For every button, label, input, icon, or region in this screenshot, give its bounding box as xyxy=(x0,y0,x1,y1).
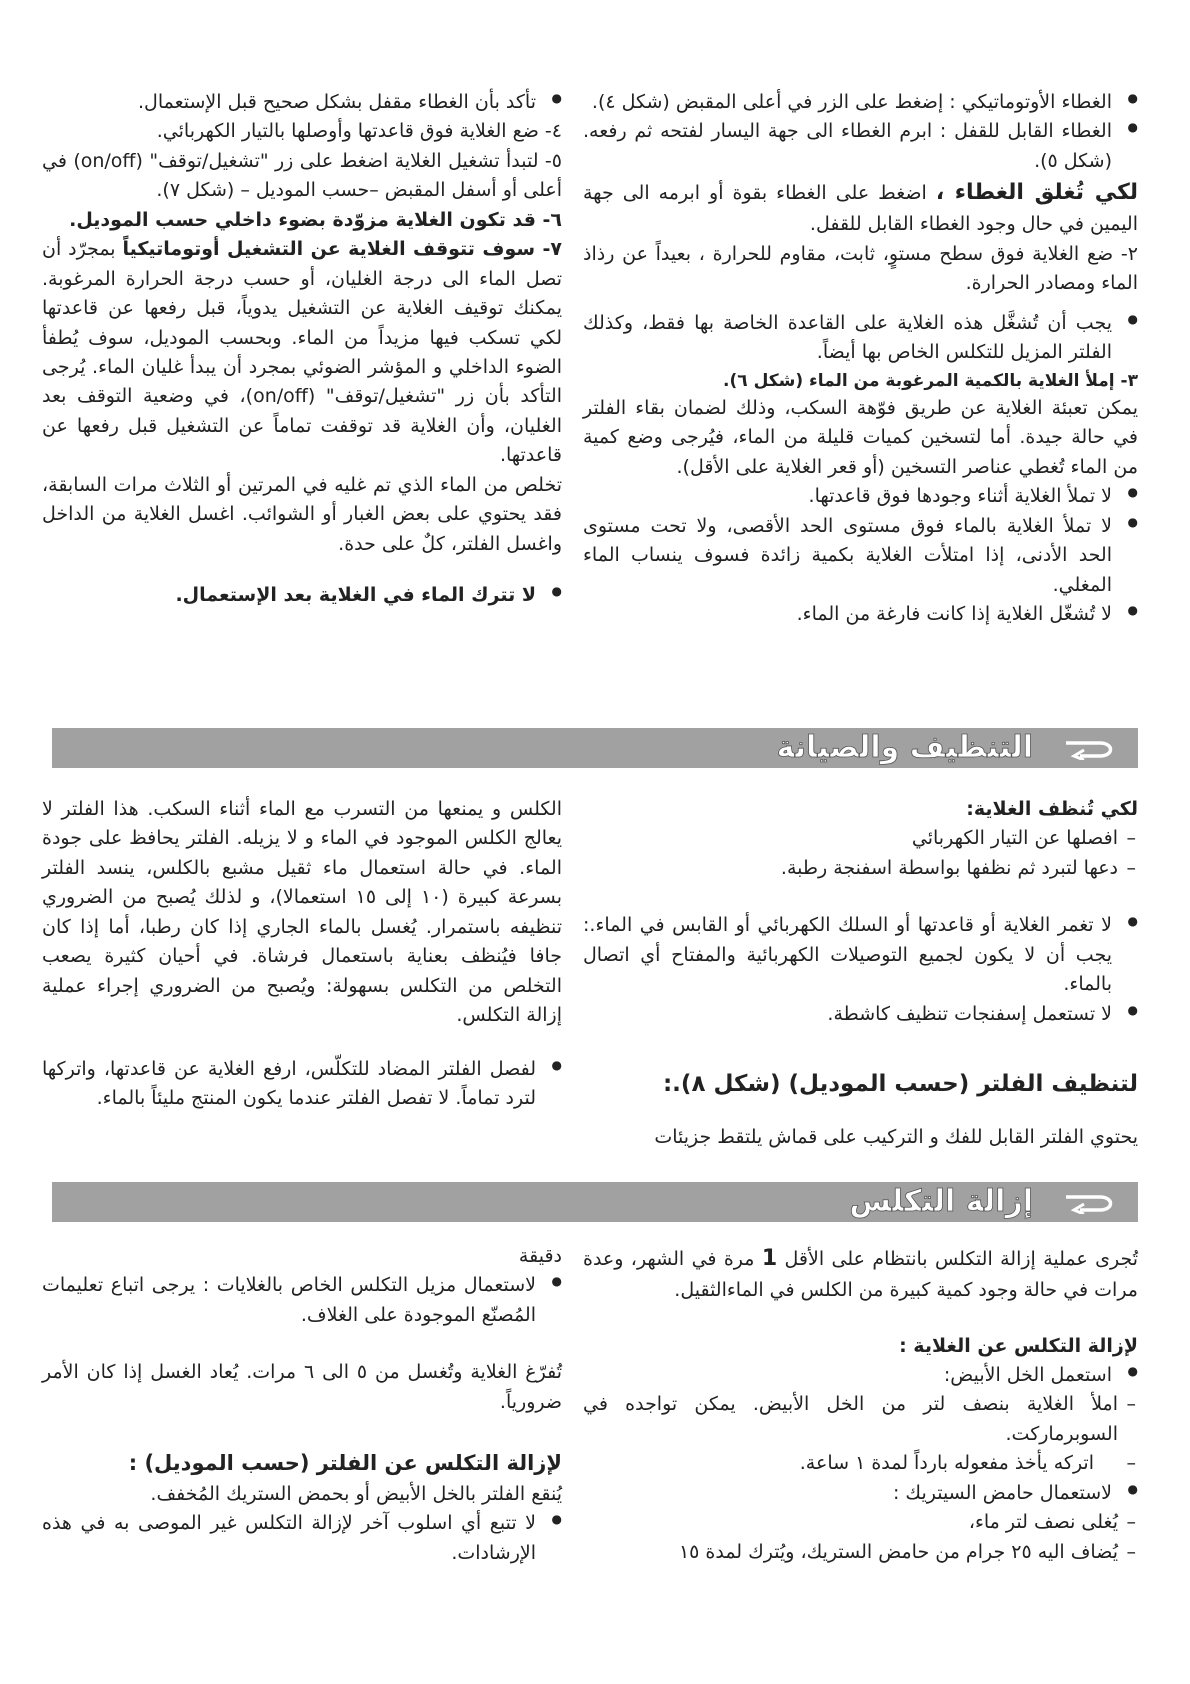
descaling-left-column xyxy=(42,1242,562,1568)
step-6: ٦- قد تكون الغلاية مزوّدة بضوء داخلي حسب الموديل. xyxy=(69,208,562,231)
step-5: ٥- لتبدأ تشغيل الغلاية اضغط على زر "تشغيل/توقف" (on/off) في أعلى أو أسفل المقبض –حسب الموديل – (شكل ٧). xyxy=(42,149,562,202)
subheading: لإزالة التكلس عن الفلتر (حسب الموديل) : xyxy=(128,1451,562,1476)
list-item: ● لا تستعمل إسفنجات تنظيف كاشطة. xyxy=(583,1000,1138,1029)
paragraph: تخلص من الماء الذي تم غليه في المرتين أو الثلاث مرات السابقة، فقد يحتوي على بعض الغبار أو الشوائب. اغسل الغلاية من الداخل واغسل الفلتر، كلٌ على حدة. xyxy=(42,473,562,555)
paragraph: دقيقة xyxy=(518,1245,562,1267)
paragraph: يمكن تعبئة الغلاية عن طريق فوّهة السكب، وذلك لضمان بقاء الفلتر في حالة جيدة. أما لتسخين كميات قليلة من الماء، فيُرجى وضع كمية من الماء تُغطي عناصر التسخين (أو قعر الغلاية على الأقل). xyxy=(583,396,1138,478)
section-title: التنظيف والصيانة xyxy=(776,730,1033,765)
dash-item: – افصلها عن التيار الكهربائي xyxy=(583,824,1138,853)
list-item: ● تأكد بأن الغطاء مقفل بشكل صحيح قبل الإستعمال. xyxy=(42,88,562,117)
paragraph: يحتوي الفلتر القابل للفك و التركيب على قماش يلتقط جزيئات xyxy=(654,1125,1138,1148)
top-left-column xyxy=(42,88,562,610)
subheading: لكي تُنظف الغلاية: xyxy=(966,798,1138,820)
list-item: ● لاستعمال مزيل التكلس الخاص بالغلايات : يرجى اتباع تعليمات المُصنّع الموجودة على الغلاف. xyxy=(42,1271,562,1330)
cleaning-right-column xyxy=(583,795,1138,1152)
list-item: ● لا تترك الماء في الغلاية بعد الإستعمال. xyxy=(42,581,562,610)
paragraph: الكلس و يمنعها من التسرب مع الماء أثناء السكب. هذا الفلتر لا يعالج الكلس الموجود في الماء و لا يزيله. الفلتر يحافظ على جودة الماء. في حالة استعمال ماء ثقيل مشبع بالكلس، ينسد الفلتر بسرعة كبيرة (١٠ إلى ١٥ استعمالا)، و لذلك يُصبح من الضروري تنظيفه باستمرار. يُغسل بالماء الجاري إذا كان رطبا، أما إذا كان جافا فيُنظف بعناية باستعمال فرشاة. في أحيان كثيرة يصعب التخلص من التكلس بسهولة: ويُصبح من الضروري إجراء عملية إزالة التكلس. xyxy=(42,798,562,1027)
dash-item: – املأ الغلاية بنصف لتر من الخل الأبيض. يمكن تواجده في السوبرماركت. xyxy=(583,1390,1138,1449)
list-item: ● لا تتبع أي اسلوب آخر لإزالة التكلس غير الموصى به في هذه الإرشادات. xyxy=(42,1509,562,1568)
subheading: لتنظيف الفلتر (حسب الموديل) (شكل ٨).: xyxy=(662,1071,1138,1098)
dash-item: – يُضاف اليه ٢٥ جرام من حامض الستريك، ويُترك لمدة ١٥ xyxy=(583,1538,1138,1567)
step-7: ٧- سوف تتوقف الغلاية عن التشغيل أوتوماتيكياً بمجرّد أن تصل الماء الى درجة الغليان، أو حسب درجة الحرارة المرغوبة. يمكنك توقيف الغلاية عن التشغيل يدوياً، قبل رفعها عن قاعدتها لكي تسكب فيها مزيداً من الماء. وبحسب الموديل، سوف يُطفأ الضوء الداخلي و المؤشر الضوئي بمجرد أن يبدأ غليان الماء. يُرجى التأكد بأن زر "تشغيل/توقف" (on/off)، في وضعية التوقف بعد الغليان، وأن الغلاية قد توقفت تماماً عن التشغيل قبل رفعها عن قاعدتها. xyxy=(42,238,562,467)
list-item: ● لاستعمال حامض السيتريك : xyxy=(583,1479,1138,1508)
dash-item: – اتركه يأخذ مفعوله بارداً لمدة ١ ساعة. xyxy=(583,1449,1138,1478)
paragraph: لكي تُغلق الغطاء ، اضغط على الغطاء بقوة أو ابرمه الى جهة اليمين في حال وجود الغطاء القابل للقفل. xyxy=(583,180,1139,236)
cleaning-left-column xyxy=(42,795,562,1113)
list-item: ● يجب أن تُشغَّل هذه الغلاية على القاعدة الخاصة بها فقط، وكذلك الفلتر المزيل للتكلس الخاص بها أيضاً. xyxy=(583,309,1138,368)
section-header-descaling xyxy=(52,1182,1138,1222)
list-item: ● الغطاء الأوتوماتيكي : إضغط على الزر في أعلى المقبض (شكل ٤). xyxy=(583,88,1138,117)
list-item: ● استعمل الخل الأبيض: xyxy=(583,1361,1138,1390)
subheading: لكي تُغلق الغطاء ، xyxy=(935,180,1139,206)
paragraph: تُجرى عملية إزالة التكلس بانتظام على الأقل 1 مرة في الشهر، وعدة مرات في حالة وجود كمية كبيرة من الكلس في الماءالثقيل. xyxy=(583,1246,1139,1302)
step-2: ٢- ضع الغلاية فوق سطح مستوٍ، ثابت، مقاوم للحرارة ، بعيداً عن رذاذ الماء ومصادر الحرارة. xyxy=(583,242,1138,295)
curved-arrow-icon xyxy=(1062,736,1122,760)
top-right-column xyxy=(583,88,1138,629)
subheading: لإزالة التكلس عن الغلاية : xyxy=(899,1334,1138,1357)
list-item: ● لا تُشغّل الغلاية إذا كانت فارغة من الماء. xyxy=(583,600,1138,629)
dash-item: – دعها لتبرد ثم نظفها بواسطة اسفنجة رطبة. xyxy=(583,854,1138,883)
list-item: ● لا تملأ الغلاية بالماء فوق مستوى الحد الأقصى، ولا تحت مستوى الحد الأدنى، إذا امتلأت الغلاية بكمية زائدة فسوف ينساب الماء المغلي. xyxy=(583,512,1138,600)
list-item: ● لا تغمر الغلاية أو قاعدتها أو السلك الكهربائي أو القابس في الماء.: يجب أن لا يكون لجميع التوصيلات الكهربائية والمفتاح أي اتصال بالماء. xyxy=(583,911,1138,999)
section-header-cleaning xyxy=(52,728,1138,768)
step-4: ٤- ضع الغلاية فوق قاعدتها وأوصلها بالتيار الكهربائي. xyxy=(156,120,562,143)
step-3-heading: ٣- إملأ الغلاية بالكمية المرغوبة من الماء (شكل ٦). xyxy=(723,370,1138,391)
paragraph: يُنقع الفلتر بالخل الأبيض أو بحمض الستريك المُخفف. xyxy=(150,1482,562,1505)
paragraph: تُفرّغ الغلاية وتُغسل من ٥ الى ٦ مرات. يُعاد الغسل إذا كان الأمر ضرورياً. xyxy=(42,1361,562,1413)
list-item: ● لفصل الفلتر المضاد للتكلّس، ارفع الغلاية عن قاعدتها، واتركها لترد تماماً. لا تفصل الفلتر عندما يكون المنتج مليئاً بالماء. xyxy=(42,1055,562,1114)
curved-arrow-icon xyxy=(1062,1190,1122,1214)
dash-item: – يُغلى نصف لتر ماء، xyxy=(583,1508,1138,1537)
descaling-right-column xyxy=(583,1242,1138,1567)
list-item: ● الغطاء القابل للقفل : ابرم الغطاء الى جهة اليسار لفتحه ثم رفعه. (شكل ٥). xyxy=(583,117,1138,176)
list-item: ● لا تملأ الغلاية أثناء وجودها فوق قاعدتها. xyxy=(583,482,1138,511)
section-title: إزالة التكلس xyxy=(849,1184,1033,1219)
